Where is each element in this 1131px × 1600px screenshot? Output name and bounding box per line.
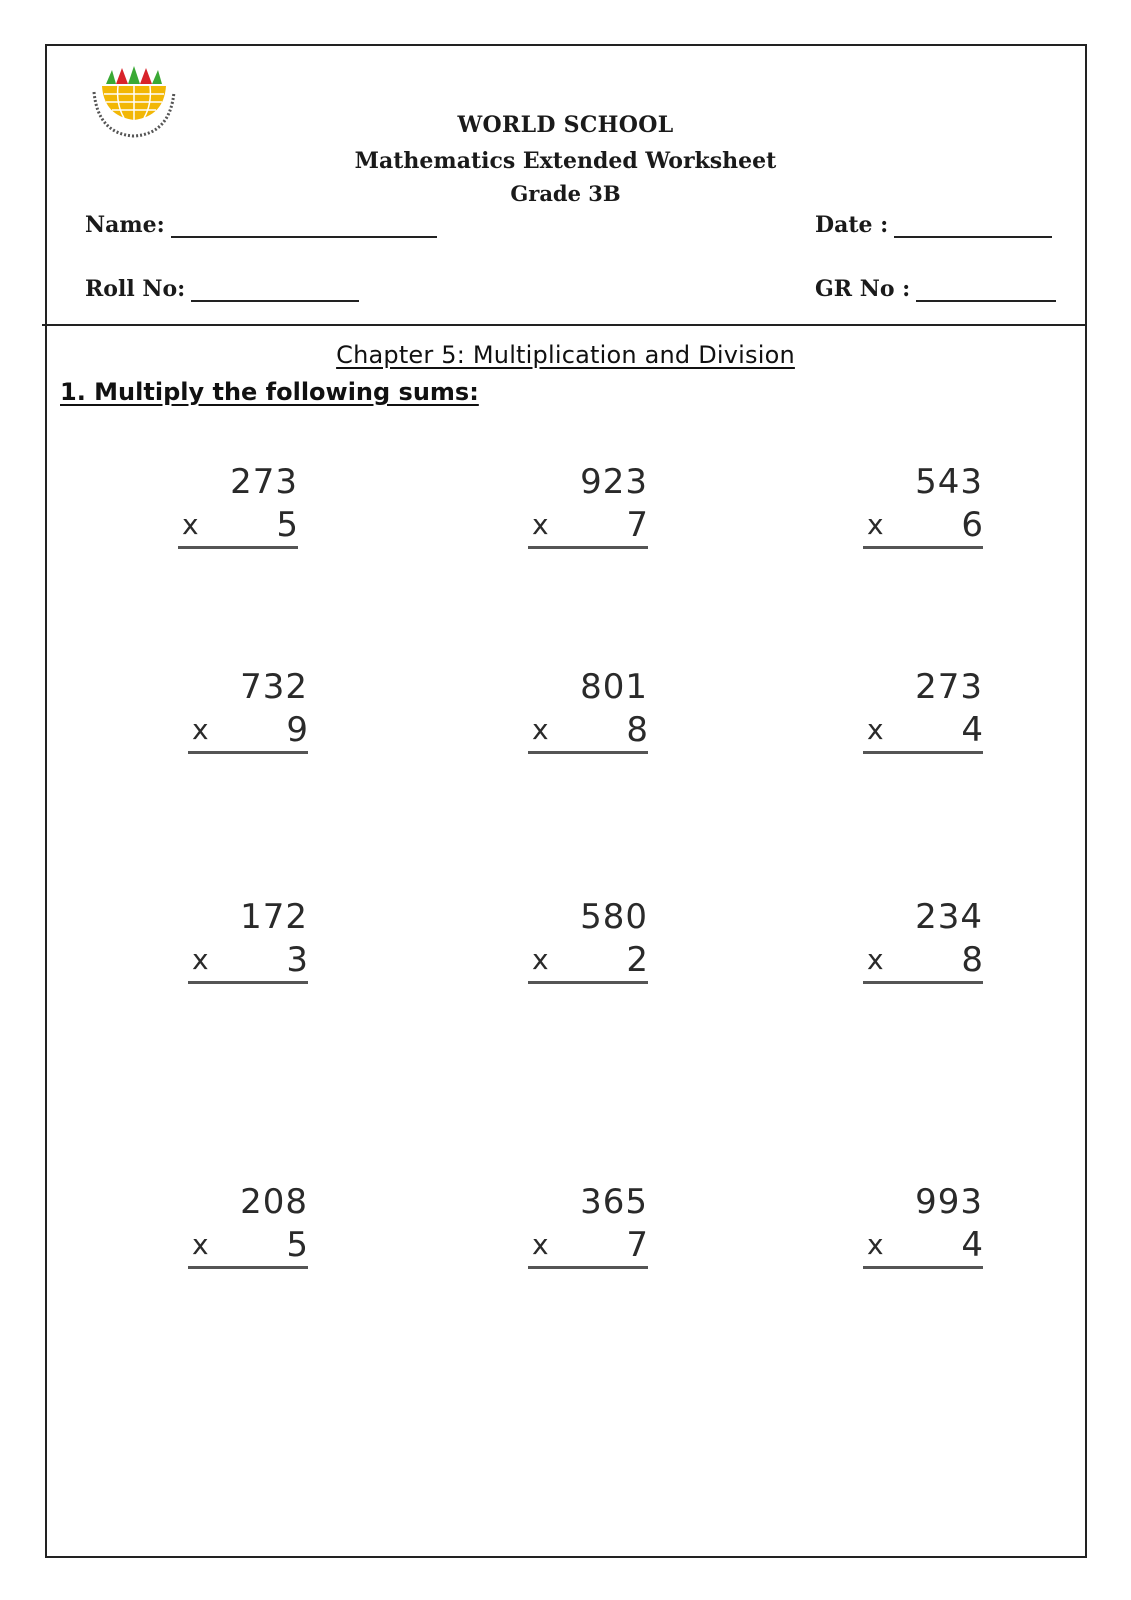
times-sign: x	[532, 713, 549, 746]
times-sign: x	[192, 1228, 209, 1261]
date-label: Date :	[815, 212, 889, 238]
problem-top-number: 543	[915, 462, 983, 502]
problem-top-number: 234	[915, 897, 983, 937]
problem-2	[528, 460, 648, 549]
problem-top-number: 923	[580, 462, 648, 502]
problem-top-number: 273	[230, 462, 298, 502]
times-sign: x	[532, 943, 549, 976]
date-blank[interactable]	[894, 216, 1052, 238]
problem-5	[528, 665, 648, 754]
problem-11	[528, 1180, 648, 1269]
worksheet-frame	[45, 44, 1087, 1558]
problem-multiplier: 9	[286, 710, 308, 750]
grade-label: Grade 3B	[510, 181, 621, 206]
problem-1	[178, 460, 298, 549]
times-sign: x	[192, 713, 209, 746]
roll-no-field	[85, 276, 359, 302]
times-sign: x	[867, 1228, 884, 1261]
problem-top-number: 172	[240, 897, 308, 937]
problem-top-number: 993	[915, 1182, 983, 1222]
problem-top-number: 208	[240, 1182, 308, 1222]
problem-top-number: 801	[580, 667, 648, 707]
times-sign: x	[182, 508, 199, 541]
roll-no-label: Roll No:	[85, 276, 186, 302]
worksheet-title: Mathematics Extended Worksheet	[354, 148, 777, 174]
problem-multiplier: 2	[626, 940, 648, 980]
chapter-title: Chapter 5: Multiplication and Division	[336, 341, 795, 369]
problem-12	[863, 1180, 983, 1269]
problem-multiplier: 8	[961, 940, 983, 980]
times-sign: x	[867, 943, 884, 976]
problem-3	[863, 460, 983, 549]
question-1-title: 1. Multiply the following sums:	[60, 378, 479, 406]
times-sign: x	[867, 508, 884, 541]
problem-8	[528, 895, 648, 984]
times-sign: x	[192, 943, 209, 976]
problem-top-number: 732	[240, 667, 308, 707]
problem-multiplier: 8	[626, 710, 648, 750]
times-sign: x	[867, 713, 884, 746]
problem-top-number: 365	[580, 1182, 648, 1222]
problem-7	[188, 895, 308, 984]
header-divider	[42, 324, 1087, 326]
problem-9	[863, 895, 983, 984]
problem-multiplier: 5	[276, 505, 298, 545]
problem-multiplier: 7	[626, 505, 648, 545]
problem-multiplier: 6	[961, 505, 983, 545]
times-sign: x	[532, 1228, 549, 1261]
gr-no-blank[interactable]	[916, 280, 1056, 302]
problem-multiplier: 7	[626, 1225, 648, 1265]
gr-no-field	[815, 276, 1056, 302]
problem-top-number: 273	[915, 667, 983, 707]
problem-multiplier: 3	[286, 940, 308, 980]
name-blank[interactable]	[171, 216, 437, 238]
times-sign: x	[532, 508, 549, 541]
name-label: Name:	[85, 212, 165, 238]
problem-multiplier: 4	[961, 710, 983, 750]
roll-no-blank[interactable]	[191, 280, 359, 302]
name-field	[85, 212, 437, 238]
problem-10	[188, 1180, 308, 1269]
gr-no-label: GR No :	[815, 276, 911, 302]
problem-4	[188, 665, 308, 754]
problem-6	[863, 665, 983, 754]
problem-multiplier: 5	[286, 1225, 308, 1265]
problem-top-number: 580	[580, 897, 648, 937]
problem-multiplier: 4	[961, 1225, 983, 1265]
school-name: WORLD SCHOOL	[457, 112, 674, 138]
date-field	[815, 212, 1052, 238]
